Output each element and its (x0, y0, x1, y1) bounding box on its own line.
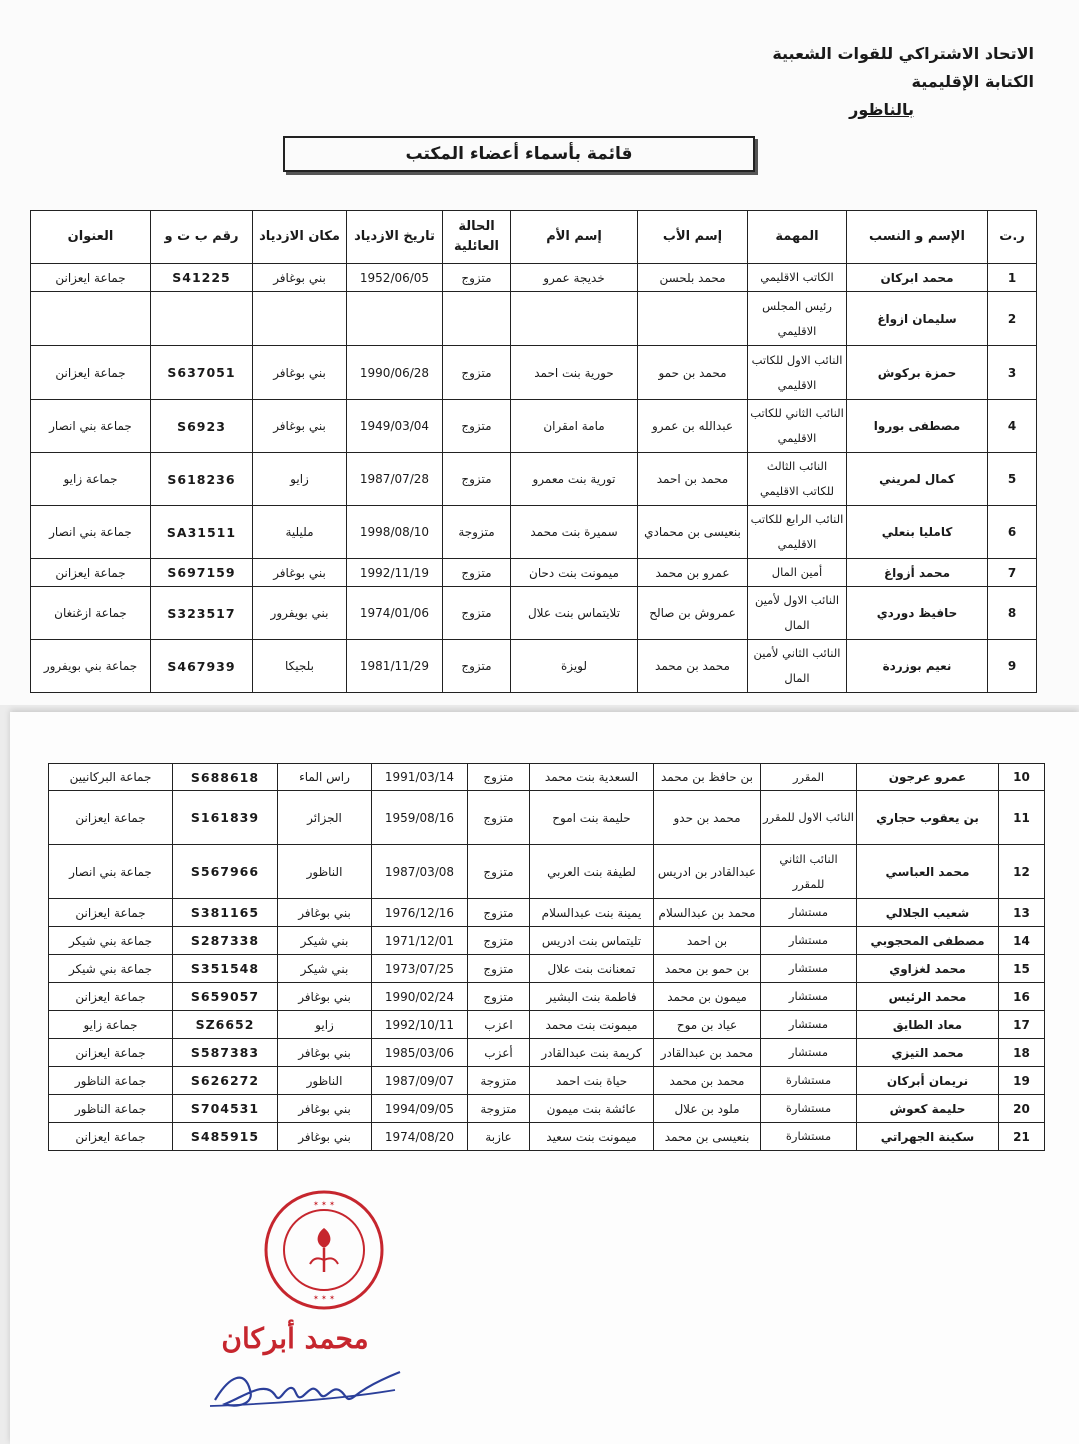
cell-birthdate (347, 292, 443, 346)
cell-name: معاد الطايق (857, 1011, 999, 1039)
cell-role: أمين المال (748, 559, 847, 587)
table-row (49, 955, 1045, 983)
cell-birthplace: بني بوغافر (253, 400, 347, 453)
members-table-part-2 (48, 763, 1045, 1151)
cell-mother: تورية بنت معمرو (511, 453, 638, 506)
table-row (49, 899, 1045, 927)
cell-id-card: S688618 (173, 764, 278, 791)
svg-text:✶ ✶ ✶: ✶ ✶ ✶ (312, 1294, 336, 1302)
cell-marital: متزوج (443, 453, 511, 506)
cell-id-card: S351548 (173, 955, 278, 983)
cell-birthdate: 1992/10/11 (372, 1011, 468, 1039)
cell-id-card: S161839 (173, 791, 278, 845)
org-city: بالناظور (849, 100, 914, 119)
cell-birthdate: 1990/02/24 (372, 983, 468, 1011)
cell-mother: ميمونت بنت محمد (530, 1011, 654, 1039)
cell-mother: خديجة عمرو (511, 264, 638, 292)
cell-index: 19 (999, 1067, 1045, 1095)
cell-id-card: S485915 (173, 1123, 278, 1151)
org-division: الكتابة الإقليمية (911, 72, 1034, 91)
cell-id-card: S6923 (151, 400, 253, 453)
cell-birthdate: 1990/06/28 (347, 346, 443, 400)
organization-header (772, 40, 1034, 124)
table-row (49, 927, 1045, 955)
cell-birthdate: 1959/08/16 (372, 791, 468, 845)
members-table-part-1 (30, 210, 1037, 693)
header-col-birthdate: تاريخ الازدياد (347, 211, 443, 264)
cell-birthdate: 1992/11/19 (347, 559, 443, 587)
cell-marital: متزوجة (443, 506, 511, 559)
cell-role: مستشار (761, 983, 857, 1011)
cell-marital: متزوج (443, 559, 511, 587)
cell-id-card: S697159 (151, 559, 253, 587)
cell-name: حافيظ دوردي (847, 587, 988, 640)
table-row (31, 506, 1037, 559)
cell-id-card: S567966 (173, 845, 278, 899)
cell-mother: عائشة بنت ميمون (530, 1095, 654, 1123)
cell-address: جماعة بني شيكر (49, 927, 173, 955)
cell-birthplace: بلجيكا (253, 640, 347, 693)
cell-name: حليمة كعوش (857, 1095, 999, 1123)
cell-role: النائب الاول لأمين المال (748, 587, 847, 640)
cell-father: محمد بلحسن (638, 264, 748, 292)
cell-index: 5 (988, 453, 1037, 506)
cell-name: مصطفى المحجوبي (857, 927, 999, 955)
cell-father (638, 292, 748, 346)
cell-mother: لطيفة بنت العربي (530, 845, 654, 899)
cell-father: ميمون بن محمد (654, 983, 761, 1011)
table-row (49, 1095, 1045, 1123)
cell-address: جماعة ازغنغان (31, 587, 151, 640)
cell-role: مستشار (761, 955, 857, 983)
cell-address: جماعة بني انصار (49, 845, 173, 899)
cell-mother: مامة امقران (511, 400, 638, 453)
cell-father: محمد بن محمد (638, 640, 748, 693)
cell-index: 13 (999, 899, 1045, 927)
cell-birthdate: 1994/09/05 (372, 1095, 468, 1123)
cell-id-card: S626272 (173, 1067, 278, 1095)
cell-address (31, 292, 151, 346)
cell-id-card: S41225 (151, 264, 253, 292)
cell-role: مستشارة (761, 1095, 857, 1123)
table-row (31, 264, 1037, 292)
cell-index: 9 (988, 640, 1037, 693)
cell-name: شعيب الجلالي (857, 899, 999, 927)
cell-address: جماعة ايعزانن (49, 1123, 173, 1151)
cell-father: عبدالله بن عمرو (638, 400, 748, 453)
cell-name: محمد لغزاوي (857, 955, 999, 983)
cell-marital (443, 292, 511, 346)
header-col-marital: الحالة العائلية (443, 211, 511, 264)
cell-father: عمروش بن صالح (638, 587, 748, 640)
cell-index: 15 (999, 955, 1045, 983)
cell-role: رئيس المجلس الاقليمي (748, 292, 847, 346)
cell-role: مستشارة (761, 1123, 857, 1151)
cell-address: جماعة ايعزانن (31, 346, 151, 400)
cell-mother: تلايتماس بنت علال (511, 587, 638, 640)
cell-mother: تليتماس بنت ادريس (530, 927, 654, 955)
cell-address: جماعة ايعزانن (31, 559, 151, 587)
cell-birthdate: 1987/07/28 (347, 453, 443, 506)
cell-role: مستشار (761, 1011, 857, 1039)
cell-marital: عازبة (468, 1123, 530, 1151)
cell-birthplace: بني بوغافر (278, 1123, 372, 1151)
cell-index: 14 (999, 927, 1045, 955)
cell-id-card: S704531 (173, 1095, 278, 1123)
table-row (31, 346, 1037, 400)
cell-marital: متزوج (468, 899, 530, 927)
cell-role: الكاتب الاقليمي (748, 264, 847, 292)
cell-name: محمد العباسي (857, 845, 999, 899)
cell-birthdate: 1973/07/25 (372, 955, 468, 983)
cell-birthdate: 1952/06/05 (347, 264, 443, 292)
cell-birthplace: بني بوغافر (253, 346, 347, 400)
cell-id-card: S323517 (151, 587, 253, 640)
cell-role: مستشارة (761, 1067, 857, 1095)
cell-marital: متزوج (443, 264, 511, 292)
cell-role: النائب الثالث للكاتب الاقليمي (748, 453, 847, 506)
cell-father: عمرو بن محمد (638, 559, 748, 587)
cell-index: 4 (988, 400, 1037, 453)
cell-birthdate: 1974/01/06 (347, 587, 443, 640)
org-name: الاتحاد الاشتراكي للقوات الشعبية (772, 44, 1034, 63)
cell-father: ملود بن علال (654, 1095, 761, 1123)
cell-index: 6 (988, 506, 1037, 559)
table-header-row (31, 211, 1037, 264)
cell-marital: متزوج (468, 983, 530, 1011)
cell-birthdate: 1987/09/07 (372, 1067, 468, 1095)
header-col-birthplace: مكان الازدياد (253, 211, 347, 264)
cell-birthplace: زايو (253, 453, 347, 506)
header-col-address: العنوان (31, 211, 151, 264)
cell-name: بن يعقوب حجاري (857, 791, 999, 845)
table-row (31, 587, 1037, 640)
cell-index: 7 (988, 559, 1037, 587)
cell-name: محمد الرئيس (857, 983, 999, 1011)
cell-id-card: S637051 (151, 346, 253, 400)
table-row (49, 983, 1045, 1011)
cell-father: محمد بن محمد (654, 1067, 761, 1095)
cell-birthplace: الجزائر (278, 791, 372, 845)
cell-address: جماعة الناظور (49, 1067, 173, 1095)
table-row (49, 764, 1045, 791)
cell-role: النائب الاول للكاتب الاقليمي (748, 346, 847, 400)
cell-index: 20 (999, 1095, 1045, 1123)
cell-role: النائب الثاني للكاتب الاقليمي (748, 400, 847, 453)
cell-father: بنعيسى بن محمادي (638, 506, 748, 559)
cell-father: بن حمو بن محمد (654, 955, 761, 983)
cell-marital: اعزب (468, 1011, 530, 1039)
cell-marital: متزوج (468, 927, 530, 955)
cell-father: عياد بن موح (654, 1011, 761, 1039)
cell-index: 3 (988, 346, 1037, 400)
cell-id-card: SA31511 (151, 506, 253, 559)
cell-index: 18 (999, 1039, 1045, 1067)
cell-name: حمزة بركوش (847, 346, 988, 400)
cell-birthdate: 1991/03/14 (372, 764, 468, 791)
cell-marital: متزوج (443, 640, 511, 693)
svg-text:✶ ✶ ✶: ✶ ✶ ✶ (312, 1200, 336, 1208)
cell-mother: تمعنانت بنت علال (530, 955, 654, 983)
cell-father: محمد بن احمد (638, 453, 748, 506)
cell-birthdate: 1981/11/29 (347, 640, 443, 693)
cell-birthplace: بني بوغافر (253, 559, 347, 587)
cell-address: جماعة بني انصار (31, 400, 151, 453)
table-row (31, 453, 1037, 506)
cell-birthplace: زايو (278, 1011, 372, 1039)
cell-birthplace: بني شيكر (278, 955, 372, 983)
cell-birthplace: مليلية (253, 506, 347, 559)
cell-marital: متزوج (443, 400, 511, 453)
cell-index: 11 (999, 791, 1045, 845)
cell-address: جماعة البركانيين (49, 764, 173, 791)
cell-mother: حليمة بنت اموح (530, 791, 654, 845)
cell-mother: سميرة بنت محمد (511, 506, 638, 559)
cell-name: سكينة الجهراتي (857, 1123, 999, 1151)
cell-index: 2 (988, 292, 1037, 346)
cell-index: 17 (999, 1011, 1045, 1039)
cell-marital: متزوجة (468, 1067, 530, 1095)
cell-marital: متزوج (468, 845, 530, 899)
cell-mother: لويزة (511, 640, 638, 693)
cell-mother: حياة بنت احمد (530, 1067, 654, 1095)
cell-id-card: S659057 (173, 983, 278, 1011)
cell-id-card: S287338 (173, 927, 278, 955)
cell-mother: كريمة بنت عبدالقادر (530, 1039, 654, 1067)
cell-marital: أعزب (468, 1039, 530, 1067)
cell-id-card: S587383 (173, 1039, 278, 1067)
cell-marital: متزوج (468, 791, 530, 845)
cell-father: محمد بن حمو (638, 346, 748, 400)
table-row (31, 559, 1037, 587)
cell-role: المقرر (761, 764, 857, 791)
cell-mother: ميمونت بنت سعيد (530, 1123, 654, 1151)
cell-address: جماعة زايو (49, 1011, 173, 1039)
cell-role: النائب الثاني لأمين المال (748, 640, 847, 693)
cell-address: جماعة ايعزانن (31, 264, 151, 292)
cell-father: محمد بن حدو (654, 791, 761, 845)
cell-name: عمرو عرجون (857, 764, 999, 791)
cell-address: جماعة ايعزانن (49, 899, 173, 927)
cell-name: نعيم بوزردة (847, 640, 988, 693)
cell-mother: يمينة بنت عبدالسلام (530, 899, 654, 927)
cell-birthplace: الناظور (278, 1067, 372, 1095)
cell-birthplace: بني بوغافر (253, 264, 347, 292)
cell-role: النائب الثاني للمقرر (761, 845, 857, 899)
cell-mother: السعدية بنت محمد (530, 764, 654, 791)
cell-mother: ميمونت بنت دحان (511, 559, 638, 587)
cell-marital: متزوج (468, 764, 530, 791)
cell-name: كمال لمريني (847, 453, 988, 506)
cell-index: 10 (999, 764, 1045, 791)
cell-birthplace (253, 292, 347, 346)
office-stamp (262, 1188, 386, 1312)
header-col-role: المهمة (748, 211, 847, 264)
cell-birthdate: 1998/08/10 (347, 506, 443, 559)
cell-mother: فاطمة بنت البشير (530, 983, 654, 1011)
cell-birthdate: 1971/12/01 (372, 927, 468, 955)
cell-father: محمد بن عبدالسلام (654, 899, 761, 927)
cell-birthplace: بني بوغافر (278, 899, 372, 927)
cell-marital: متزوج (468, 955, 530, 983)
cell-role: النائب الرابع للكاتب الاقليمي (748, 506, 847, 559)
cell-id-card (151, 292, 253, 346)
cell-name: سليمان ازواغ (847, 292, 988, 346)
cell-father: بن حافظ بن محمد (654, 764, 761, 791)
cell-address: جماعة الناظور (49, 1095, 173, 1123)
cell-role: مستشار (761, 1039, 857, 1067)
header-col-index: ر.ت (988, 211, 1037, 264)
cell-index: 21 (999, 1123, 1045, 1151)
cell-index: 16 (999, 983, 1045, 1011)
cell-birthplace: الناظور (278, 845, 372, 899)
signatory-name: محمد أبركان (221, 1322, 369, 1355)
table-row (49, 1011, 1045, 1039)
document-title: قائمة بأسماء أعضاء المكتب (283, 136, 755, 172)
cell-address: جماعة بني بويفرور (31, 640, 151, 693)
table-row (49, 1123, 1045, 1151)
cell-father: عبدالقادر بن ادريس (654, 845, 761, 899)
cell-id-card: S618236 (151, 453, 253, 506)
cell-address: جماعة بني انصار (31, 506, 151, 559)
cell-role: مستشار (761, 899, 857, 927)
cell-birthplace: بني بوغافر (278, 1095, 372, 1123)
table-row (49, 1067, 1045, 1095)
cell-mother: حورية بنت احمد (511, 346, 638, 400)
cell-id-card: S467939 (151, 640, 253, 693)
page-sheet-1 (0, 0, 1079, 705)
cell-birthdate: 1987/03/08 (372, 845, 468, 899)
cell-mother (511, 292, 638, 346)
cell-address: جماعة ايعزانن (49, 983, 173, 1011)
cell-address: جماعة ايعزانن (49, 1039, 173, 1067)
cell-birthdate: 1985/03/06 (372, 1039, 468, 1067)
cell-marital: متزوجة (468, 1095, 530, 1123)
header-col-id-card: رقم ب ت و (151, 211, 253, 264)
table-row (49, 1039, 1045, 1067)
cell-name: مصطفى بوروا (847, 400, 988, 453)
cell-name: نريمان أبركان (857, 1067, 999, 1095)
cell-id-card: SZ6652 (173, 1011, 278, 1039)
cell-name: محمد أزواغ (847, 559, 988, 587)
cell-name: محمد ابركان (847, 264, 988, 292)
header-col-mother: إسم الأم (511, 211, 638, 264)
cell-birthplace: بني بوغافر (278, 1039, 372, 1067)
cell-marital: متزوج (443, 346, 511, 400)
cell-index: 12 (999, 845, 1045, 899)
cell-birthplace: بني شيكر (278, 927, 372, 955)
cell-address: جماعة بني شيكر (49, 955, 173, 983)
table-row (49, 791, 1045, 845)
cell-birthplace: بني بويفرور (253, 587, 347, 640)
cell-father: بن احمد (654, 927, 761, 955)
cell-marital: متزوج (443, 587, 511, 640)
cell-father: بنعيسى بن محمد (654, 1123, 761, 1151)
header-col-name: الإسم و النسب (847, 211, 988, 264)
cell-birthdate: 1949/03/04 (347, 400, 443, 453)
cell-address: جماعة زايو (31, 453, 151, 506)
cell-role: النائب الاول للمقرر (761, 791, 857, 845)
cell-birthplace: راس الماء (278, 764, 372, 791)
cell-father: محمد بن عبدالقادر (654, 1039, 761, 1067)
cell-id-card: S381165 (173, 899, 278, 927)
cell-birthplace: بني بوغافر (278, 983, 372, 1011)
table-row (31, 292, 1037, 346)
cell-name: محمد التيزي (857, 1039, 999, 1067)
handwritten-signature (205, 1360, 405, 1415)
cell-birthdate: 1976/12/16 (372, 899, 468, 927)
table-row (31, 400, 1037, 453)
cell-index: 1 (988, 264, 1037, 292)
cell-role: مستشار (761, 927, 857, 955)
table-row (31, 640, 1037, 693)
cell-address: جماعة ايعزانن (49, 791, 173, 845)
cell-name: كامليا بنعلي (847, 506, 988, 559)
cell-birthdate: 1974/08/20 (372, 1123, 468, 1151)
header-col-father: إسم الأب (638, 211, 748, 264)
cell-index: 8 (988, 587, 1037, 640)
table-row (49, 845, 1045, 899)
